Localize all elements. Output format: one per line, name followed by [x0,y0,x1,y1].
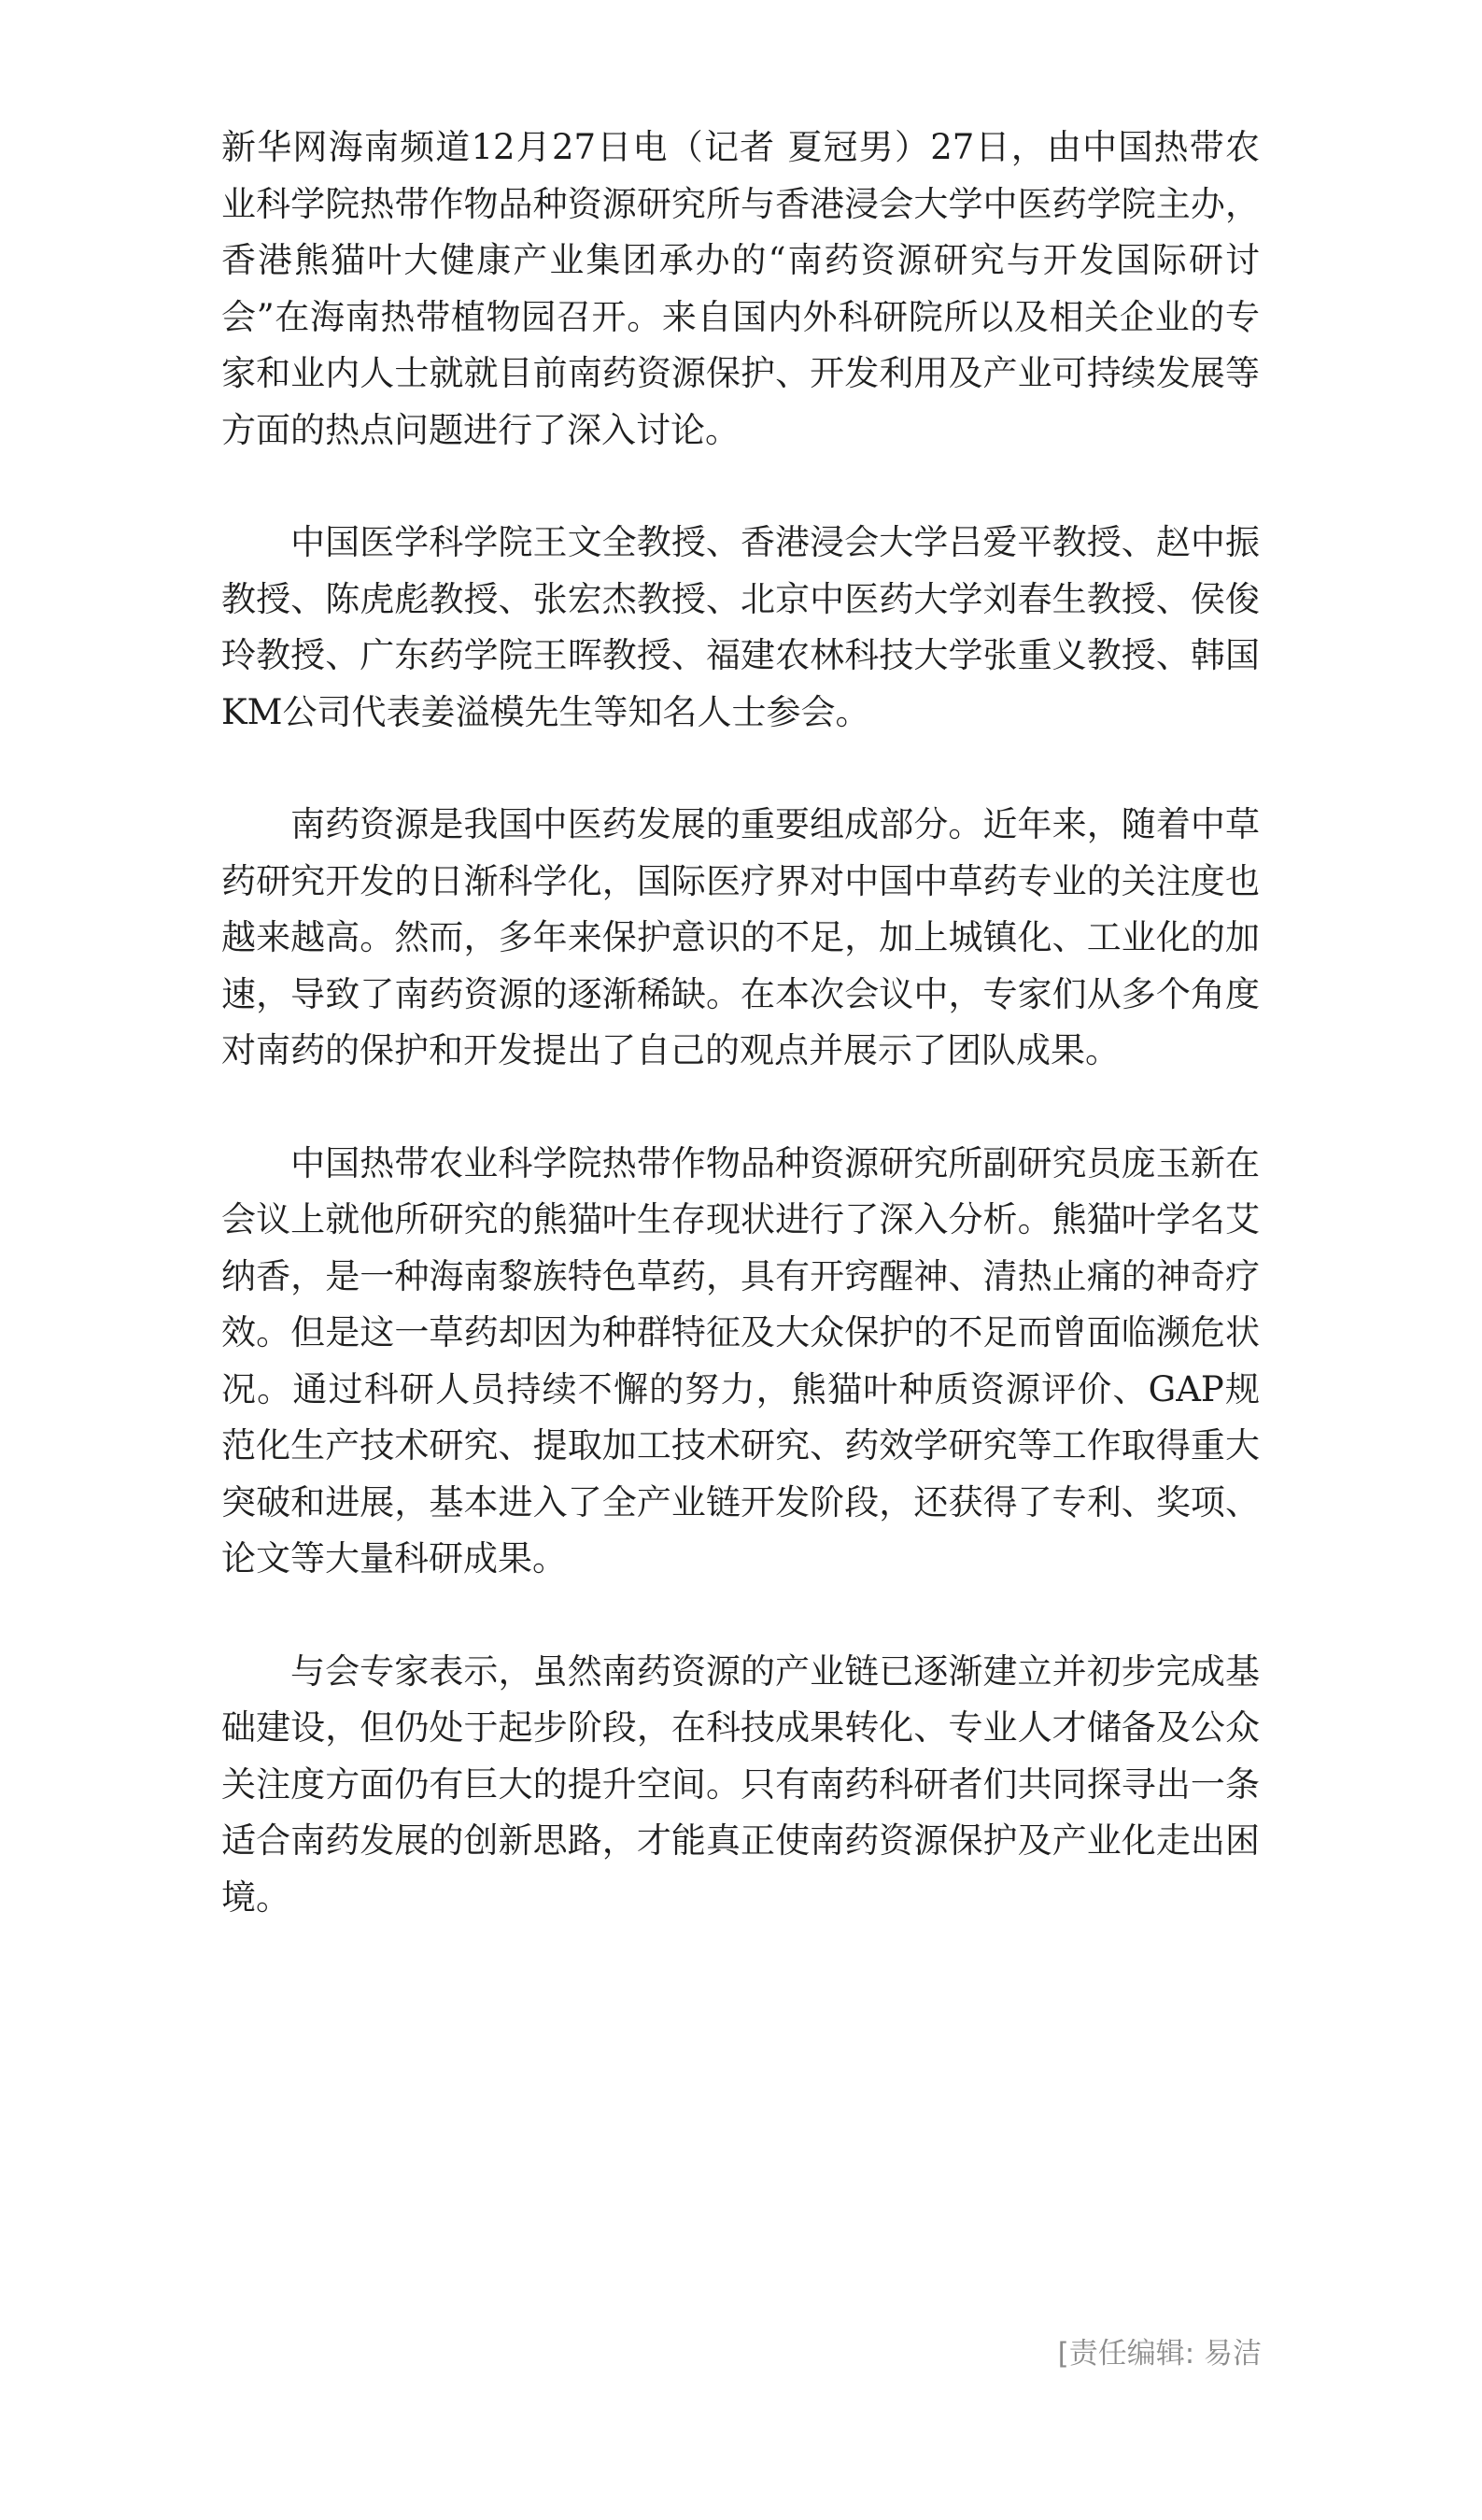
paragraph-attendees: 中国医学科学院王文全教授、香港浸会大学吕爱平教授、赵中振教授、陈虎彪教授、张宏杰教授、北京中医药大学刘春生教授、侯俊玲教授、广东药学院王晖教授、福建农林科技大学张重义教授、韩国KM公司代表姜溢模先生等知名人士参会。 [221,522,1260,732]
paragraph-background: 南药资源是我国中医药发展的重要组成部分。近年来，随着中草药研究开发的日渐科学化，国际医疗界对中国中草药专业的关注度也越来越高。然而，多年来保护意识的不足，加上城镇化、工业化的加速，导致了南药资源的逐渐稀缺。在本次会议中，专家们从多个角度对南药的保护和开发提出了自己的观点并展示了团队成果。 [221,804,1260,1070]
responsible-editor: [责任编辑: 易洁 [1057,2337,1262,2371]
article-body [221,120,1260,1982]
paragraph-conclusion: 与会专家表示，虽然南药资源的产业链已逐渐建立并初步完成基础建设，但仍处于起步阶段，在科技成果转化、专业人才储备及公众关注度方面仍有巨大的提升空间。只有南药科研者们共同探寻出一条适合南药发展的创新思路，才能真正使南药资源保护及产业化走出困境。 [221,1650,1260,1918]
paragraph-lead: 新华网海南频道12月27日电（记者 夏冠男）27日，由中国热带农业科学院热带作物品种资源研究所与香港浸会大学中医药学院主办，香港熊猫叶大健康产业集团承办的“南药资源研究与开发国际研讨会”在海南热带植物园召开。来自国内外科研院所以及相关企业的专家和业内人士就就目前南药资源保护、开发利用及产业可持续发展等方面的热点问题进行了深入讨论。 [221,127,1260,450]
paragraph-panda-leaf: 中国热带农业科学院热带作物品种资源研究所副研究员庞玉新在会议上就他所研究的熊猫叶生存现状进行了深入分析。熊猫叶学名艾纳香，是一种海南黎族特色草药，具有开窍醒神、清热止痛的神奇疗效。但是这一草药却因为种群特征及大众保护的不足而曾面临濒危状况。通过科研人员持续不懈的努力，熊猫叶种质资源评价、GAP规范化生产技术研究、提取加工技术研究、药效学研究等工作取得重大突破和进展，基本进入了全产业链开发阶段，还获得了专利、奖项、论文等大量科研成果。 [221,1142,1260,1579]
